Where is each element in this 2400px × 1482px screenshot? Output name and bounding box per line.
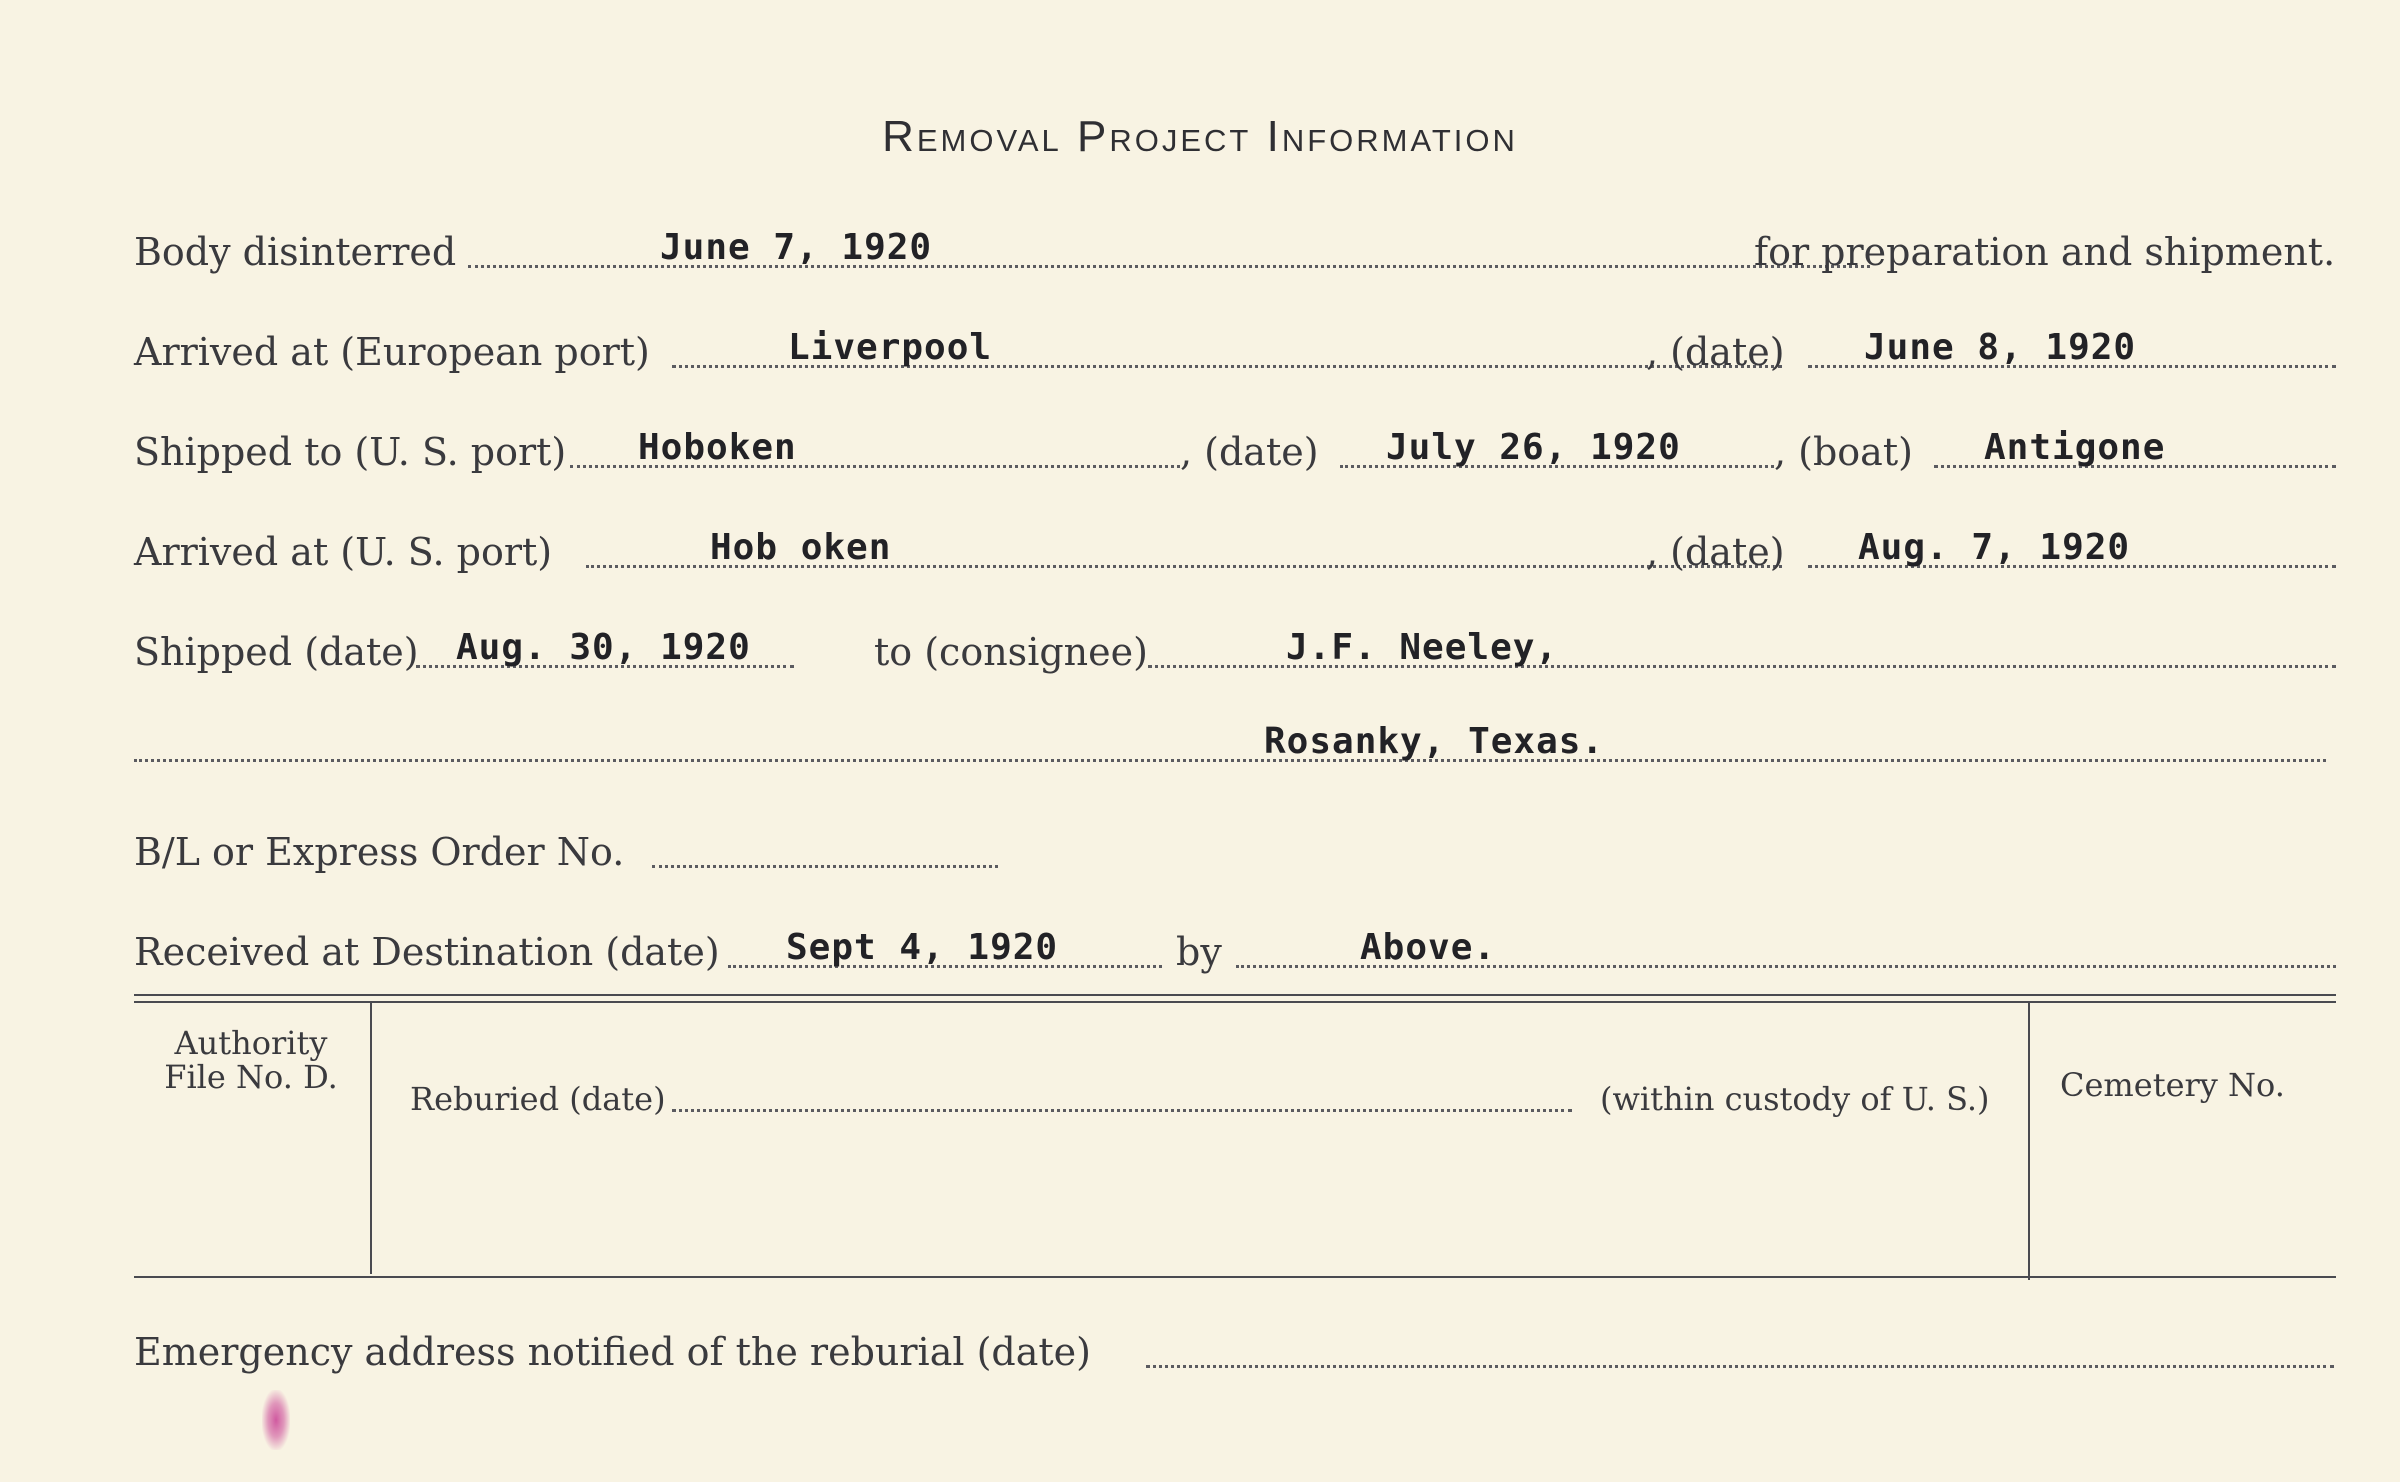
received-by-value: Above.	[1360, 927, 1497, 968]
received-by-label: by	[1176, 930, 1222, 974]
received-label: Received at Destination (date)	[134, 930, 720, 974]
shipped-us-date-label: , (date)	[1180, 430, 1319, 474]
arrived-european-port-value: Liverpool	[788, 327, 993, 368]
consignee-label: to (consignee)	[874, 630, 1148, 674]
card-title: Removal Project Information	[882, 112, 1518, 161]
shipped-us-date-value: July 26, 1920	[1386, 427, 1681, 468]
ink-mark	[262, 1390, 290, 1450]
row-arrived-european	[134, 318, 2336, 378]
row-bl	[134, 818, 2336, 878]
table-top-rule-2	[134, 1001, 2336, 1003]
authority-file-label: Authority File No. D.	[164, 1024, 338, 1096]
consignee-address-line	[134, 759, 2326, 762]
shipped-us-boat-label: , (boat)	[1774, 430, 1913, 474]
arrived-european-date-label: , (date)	[1646, 330, 1785, 374]
table-bottom-rule	[134, 1276, 2336, 1278]
reburied-line	[672, 1109, 1572, 1112]
consignee-address-value: Rosanky, Texas.	[1264, 721, 1605, 762]
table-divider-left	[370, 1002, 372, 1274]
bl-label: B/L or Express Order No.	[134, 830, 625, 874]
arrived-us-date-value: Aug. 7, 1920	[1858, 527, 2131, 568]
bl-line	[652, 865, 998, 868]
shipped-us-label: Shipped to (U. S. port)	[134, 430, 567, 474]
body-disinterred-label: Body disinterred	[134, 230, 457, 274]
row-body-disinterred	[134, 218, 2336, 278]
emergency-label: Emergency address notified of the reburial (date)	[134, 1330, 1091, 1374]
arrived-us-label: Arrived at (U. S. port)	[134, 530, 553, 574]
row-reburied	[410, 1062, 2020, 1122]
emergency-line	[1146, 1365, 2334, 1368]
row-received	[134, 918, 2336, 978]
row-shipped	[134, 618, 2336, 678]
custody-label: (within custody of U. S.)	[1600, 1080, 1990, 1118]
consignee-value: J.F. Neeley,	[1286, 627, 1559, 668]
reburied-label: Reburied (date)	[410, 1080, 666, 1118]
shipped-us-port-value: Hoboken	[638, 427, 797, 468]
arrived-us-port-value: Hob oken	[710, 527, 892, 568]
arrived-european-date-value: June 8, 1920	[1864, 327, 2137, 368]
row-arrived-us	[134, 518, 2336, 578]
cemetery-no-label: Cemetery No.	[2060, 1066, 2285, 1104]
body-disinterred-value: June 7, 1920	[660, 227, 933, 268]
table-top-rule	[134, 994, 2336, 996]
row-emergency	[134, 1318, 2336, 1378]
shipped-date-value: Aug. 30, 1920	[456, 627, 751, 668]
row-shipped-us	[134, 418, 2336, 478]
received-date-value: Sept 4, 1920	[786, 927, 1059, 968]
arrived-us-date-label: , (date)	[1646, 530, 1785, 574]
shipped-date-label: Shipped (date)	[134, 630, 419, 674]
table-divider-right	[2028, 1002, 2030, 1280]
shipped-us-boat-value: Antigone	[1984, 427, 2166, 468]
arrived-european-label: Arrived at (European port)	[134, 330, 650, 374]
row-consignee-address	[134, 712, 2336, 772]
body-disinterred-suffix: for preparation and shipment.	[1754, 230, 2336, 274]
